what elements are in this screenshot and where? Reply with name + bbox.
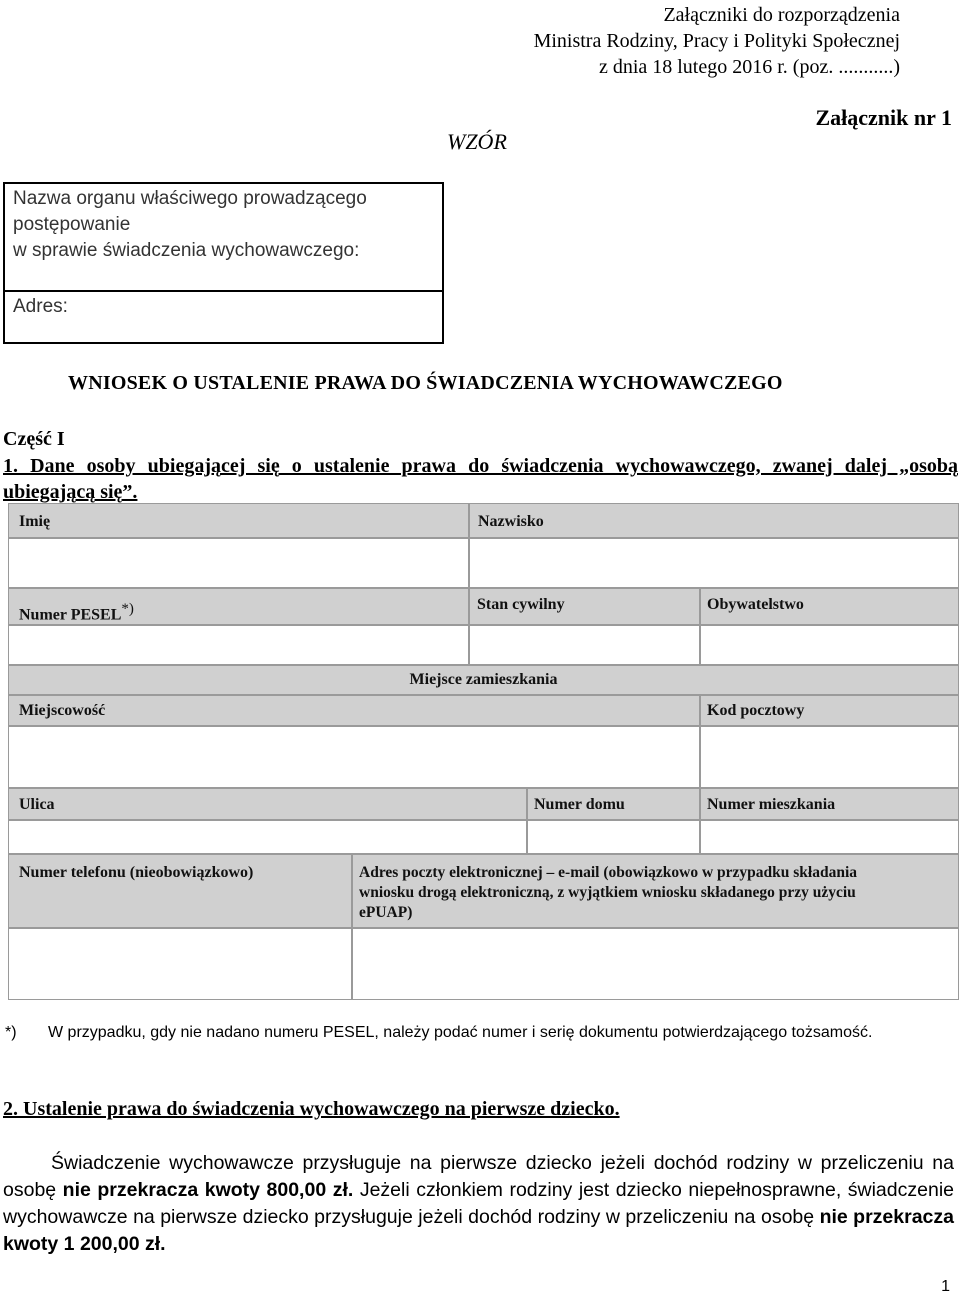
pesel-field[interactable]	[8, 625, 469, 665]
house-number-label: Numer domu	[534, 796, 625, 813]
regulation-line-1: Załączniki do rozporządzenia	[663, 4, 900, 26]
marital-status-label-cell	[469, 588, 700, 625]
postal-code-label-cell	[700, 695, 959, 726]
apartment-number-label-cell	[700, 788, 959, 820]
email-label-cell	[352, 854, 959, 928]
last-name-label-cell	[469, 503, 959, 538]
income-limit-standard: nie przekracza kwoty 800,00 zł.	[62, 1179, 354, 1201]
house-number-field[interactable]	[527, 820, 700, 854]
street-label-cell	[8, 788, 527, 820]
email-field[interactable]	[352, 928, 959, 1000]
page-number: 1	[941, 1278, 950, 1295]
apartment-number-label: Numer mieszkania	[707, 796, 836, 813]
part-heading: Część I	[3, 428, 65, 450]
postal-code-label: Kod pocztowy	[707, 702, 805, 719]
regulation-header	[440, 2, 900, 80]
citizenship-label: Obywatelstwo	[707, 596, 804, 613]
authority-name-label-2: postępowanie	[13, 214, 131, 235]
regulation-line-2: Ministra Rodziny, Pracy i Polityki Społecznej	[533, 30, 900, 52]
marital-status-label: Stan cywilny	[477, 596, 565, 613]
last-name-label: Nazwisko	[478, 513, 544, 530]
email-label-line-2: wniosku drogą elektroniczną, z wyjątkiem wniosku składanego przy użyciu	[359, 884, 856, 901]
footnote-text: W przypadku, gdy nie nadano numeru PESEL, należy podać numer i serię dokumentu potwierdzającego tożsamość.	[48, 1024, 873, 1041]
authority-name-label-1: Nazwa organu właściwego prowadzącego	[13, 188, 367, 209]
postal-code-field[interactable]	[700, 726, 959, 788]
section-1-heading: 1. Dane osoby ubiegającej się o ustalenie prawa do świadczenia wychowawczego, zwanej dalej „osobą ubiegającą się”.	[3, 455, 958, 503]
residence-heading-cell	[8, 665, 959, 695]
first-name-label: Imię	[19, 513, 51, 530]
phone-field[interactable]	[8, 928, 352, 1000]
email-label-line-1: Adres poczty elektronicznej – e-mail (obowiązkowo w przypadku składania	[359, 864, 858, 881]
income-limit-disabled: nie przekracza kwoty 1 200,00 zł.	[3, 1206, 955, 1255]
address-label: Adres:	[13, 296, 68, 317]
street-label: Ulica	[19, 796, 55, 813]
paragraph-text-1: Świadczenie wychowawcze przysługuje na pierwsze dziecko jeżeli dochód rodziny w przeliczeniu na osobę	[3, 1152, 954, 1201]
pesel-footnote-mark: *)	[121, 601, 134, 617]
first-name-field[interactable]	[8, 538, 469, 588]
street-field[interactable]	[8, 820, 527, 854]
eligibility-paragraph	[3, 1150, 954, 1258]
locality-field[interactable]	[8, 726, 700, 788]
paragraph-text-2: Jeżeli członkiem rodziny jest dziecko niepełnosprawne, świadczenie wychowawcze na pierwsze dziecko przysługuje jeżeli dochód rodziny w przeliczeniu na osobę	[3, 1179, 954, 1228]
form-title: WNIOSEK O USTALENIE PRAWA DO ŚWIADCZENIA WYCHOWAWCZEGO	[68, 372, 783, 394]
pesel-label-cell	[8, 588, 469, 625]
first-name-label-cell	[8, 503, 469, 538]
locality-label: Miejscowość	[19, 702, 106, 719]
apartment-number-field[interactable]	[700, 820, 959, 854]
locality-label-cell	[8, 695, 700, 726]
citizenship-field[interactable]	[700, 625, 959, 665]
authority-name-label-3: w sprawie świadczenia wychowawczego:	[13, 240, 360, 261]
marital-status-field[interactable]	[469, 625, 700, 665]
email-label-line-3: ePUAP)	[359, 904, 413, 921]
footnote-mark: *)	[5, 1024, 17, 1041]
residence-heading: Miejsce zamieszkania	[409, 671, 558, 688]
house-number-label-cell	[527, 788, 700, 820]
citizenship-label-cell	[700, 588, 959, 625]
phone-label: Numer telefonu (nieobowiązkowo)	[19, 864, 254, 881]
annex-number: Załącznik nr 1	[815, 105, 952, 130]
authority-box-divider	[5, 290, 442, 292]
phone-label-cell	[8, 854, 352, 928]
last-name-field[interactable]	[469, 538, 959, 588]
regulation-line-3: z dnia 18 lutego 2016 r. (poz. ...........)	[598, 56, 900, 78]
section-2-heading: 2. Ustalenie prawa do świadczenia wychowawczego na pierwsze dziecko.	[3, 1098, 620, 1120]
template-mark: WZÓR	[447, 129, 507, 154]
authority-box	[3, 182, 444, 344]
pesel-label: Numer PESEL*)	[19, 601, 134, 624]
